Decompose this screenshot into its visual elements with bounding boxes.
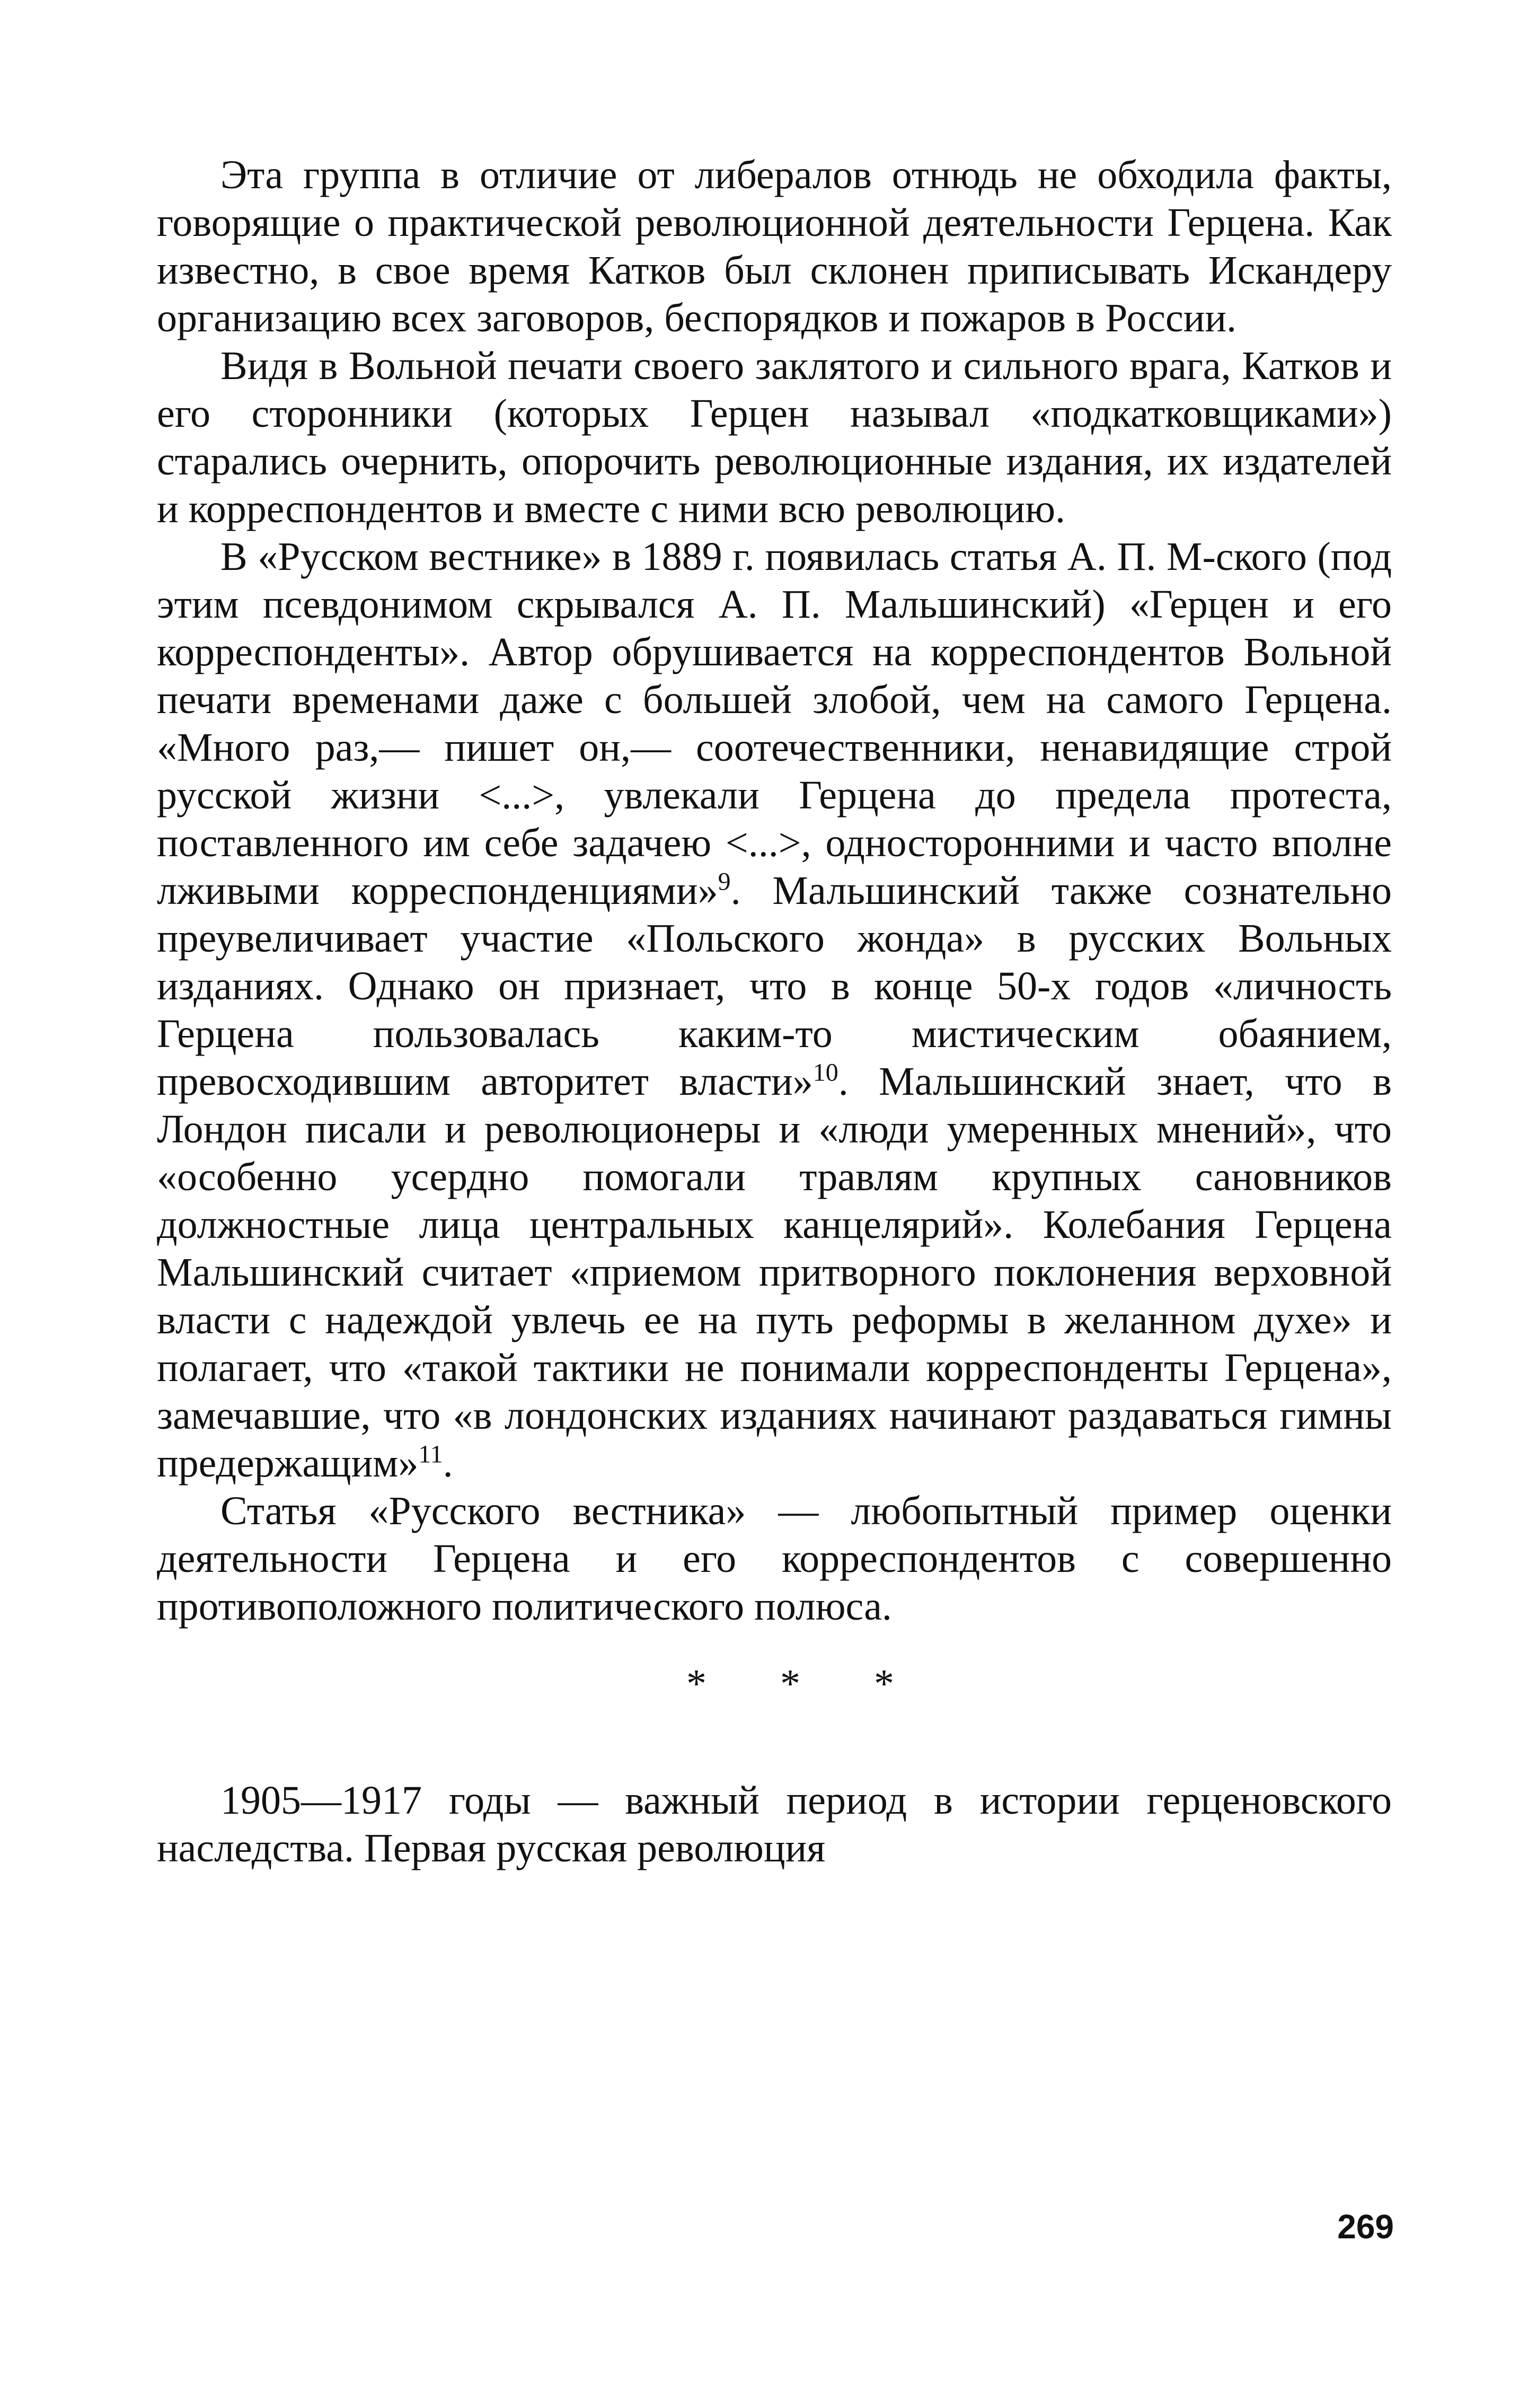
text-run: Статья «Русского вестника» — любопытный пример оценки деятельности Герцена и его корреспондентов с совершенно противоположного политического полюса. [157,1489,1392,1629]
paragraph-2 [157,342,1392,533]
text-run: . Мальшинский также сознательно преувеличивает участие «Польского жонда» в русских Вольных изданиях. Однако он признает, что в конце 50-х годов «личность Герцена пользовалась каким-то мистическим обаянием, превосходившим авторитет власти» [157,868,1392,1104]
paragraphs [157,151,1392,1630]
text-run: В «Русском вестнике» в 1889 г. появилась статья А. П. М-ского (под этим псевдонимом скрывался А. П. Мальшинский) «Герцен и его корреспонденты». Автор обрушивается на корреспондентов Вольной печати временами даже с большей злобой, чем на самого Герцена. «Много раз,— пишет он,— соотечественники, ненавидящие строй русской жизни <...>, увлекали Герцена до предела протеста, поставленного им себе задачею <...>, односторонними и часто вполне лживыми корреспонденциями» [157,534,1392,913]
text-run: Эта группа в отличие от либералов отнюдь не обходила факты, говорящие о практической революционной деятельности Герцена. Как известно, в свое время Катков был склонен приписывать Искандеру организацию всех заговоров, беспорядков и пожаров в России. [157,153,1392,340]
text-run: . Мальшинский знает, что в Лондон писали и революционеры и «люди умеренных мнений», что «особенно усердно помогали травлям крупных сановников должностные лица центральных канцелярий». Колебания Герцена Мальшинский считает «приемом притворного поклонения верховной власти с надеждой увлечь ее на путь реформы в желанном духе» и полагает, что «такой тактики не понимали корреспонденты Герцена», замечавшие, что «в лондонских изданиях начинают раздаваться гимны предержащим» [157,1059,1392,1486]
footnote-ref: 10 [812,1058,838,1087]
text-run: Видя в Вольной печати своего заклятого и сильного врага, Катков и его сторонники (которых Герцен называл «подкатковщиками») старались очернить, опорочить революционные издания, их издателей и корреспондентов и вместе с ними всю революцию. [157,344,1392,531]
footnote-ref: 11 [418,1440,443,1469]
page-number: 269 [1337,2208,1394,2246]
paragraph-4 [157,1487,1392,1630]
body-text [157,151,1392,1872]
section-separator: * * * [686,1662,926,1706]
text-run: . [443,1441,453,1486]
paragraph-1 [157,151,1392,342]
closing-paragraph: 1905—1917 годы — важный период в истории герценовского наследства. Первая русская революция [157,1778,1392,1870]
paragraph-3 [157,533,1392,1487]
footnote-ref: 9 [718,867,731,896]
